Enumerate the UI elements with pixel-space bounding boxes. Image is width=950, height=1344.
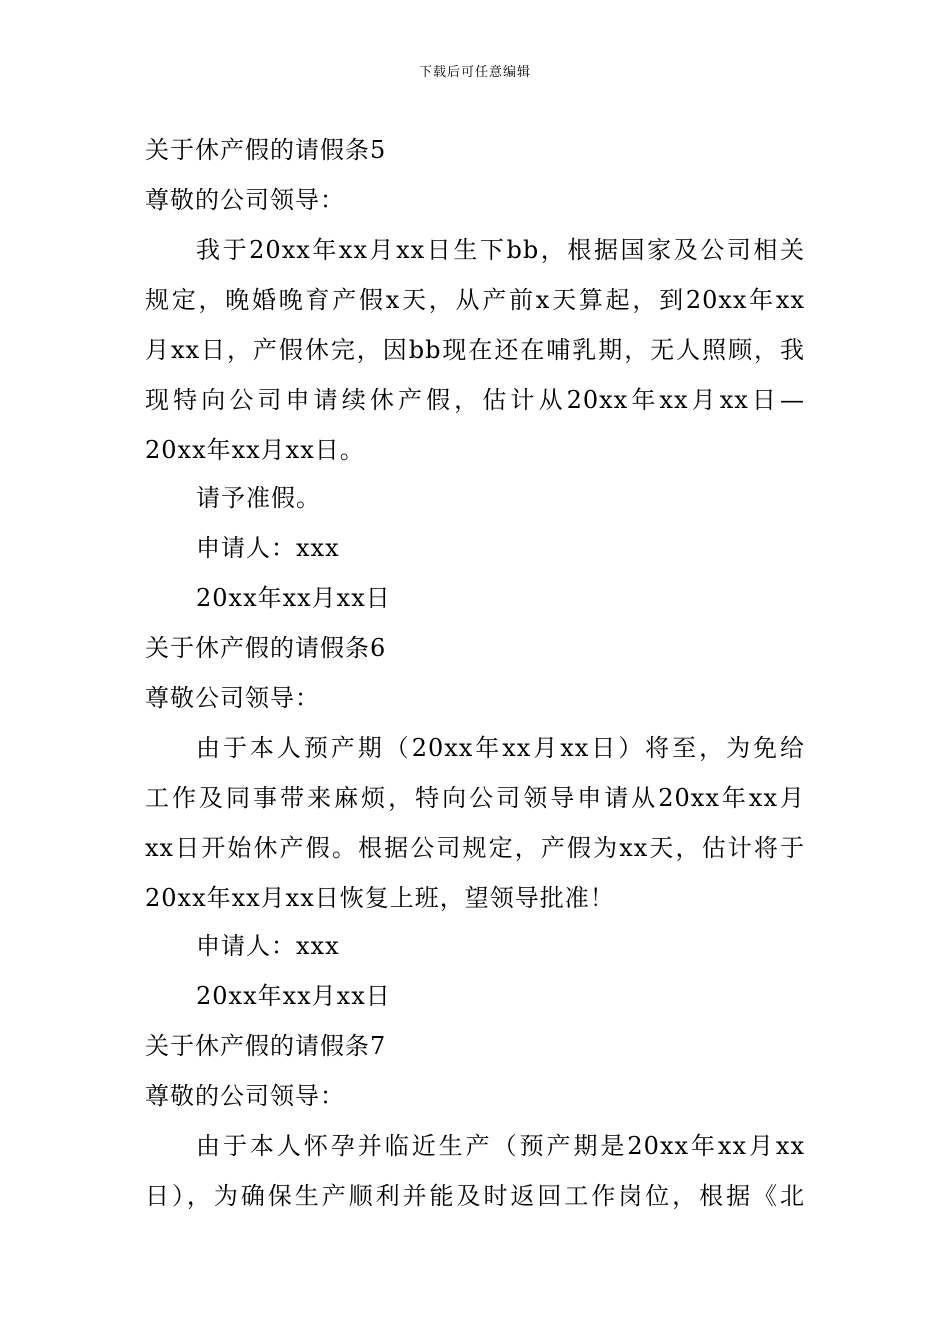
body-line: 由于本人怀孕并临近生产（预产期是20xx年xx月xx <box>196 1132 805 1160</box>
body-line: 月xx日，产假休完，因bb现在还在哺乳期，无人照顾，我 <box>145 336 805 364</box>
body-line: 现特向公司申请续休产假，估计从20xx年xx月xx日— <box>145 386 805 414</box>
body-line: 规定，晚婚晚育产假x天，从产前x天算起，到20xx年xx <box>145 286 805 314</box>
date-line: 20xx年xx月xx日 <box>196 982 391 1010</box>
applicant-line: 申请人：xxx <box>196 932 340 960</box>
section-title: 关于休产假的请假条6 <box>145 634 387 662</box>
salutation: 尊敬的公司领导： <box>145 1082 345 1110</box>
body-line: 工作及同事带来麻烦，特向公司领导申请从20xx年xx月 <box>145 784 805 812</box>
body-line: 日），为确保生产顺利并能及时返回工作岗位，根据《北 <box>145 1182 805 1210</box>
body-line: 我于20xx年xx月xx日生下bb，根据国家及公司相关 <box>196 236 805 264</box>
applicant-line: 申请人：xxx <box>196 534 340 562</box>
body-line: 20xx年xx月xx日恢复上班，望领导批准！ <box>145 884 615 912</box>
body-line: 由于本人预产期（20xx年xx月xx日）将至，为免给 <box>196 734 805 762</box>
section-title: 关于休产假的请假条7 <box>145 1032 387 1060</box>
closing-text: 请予准假。 <box>196 484 321 512</box>
page-header: 下载后可任意编辑 <box>418 65 531 80</box>
salutation: 尊敬的公司领导： <box>145 186 345 214</box>
date-line: 20xx年xx月xx日 <box>196 584 391 612</box>
salutation: 尊敬公司领导： <box>145 684 320 712</box>
body-line: 20xx年xx月xx日。 <box>145 436 365 464</box>
body-line: xx日开始休产假。根据公司规定，产假为xx天，估计将于 <box>145 834 805 862</box>
section-title: 关于休产假的请假条5 <box>145 136 387 164</box>
